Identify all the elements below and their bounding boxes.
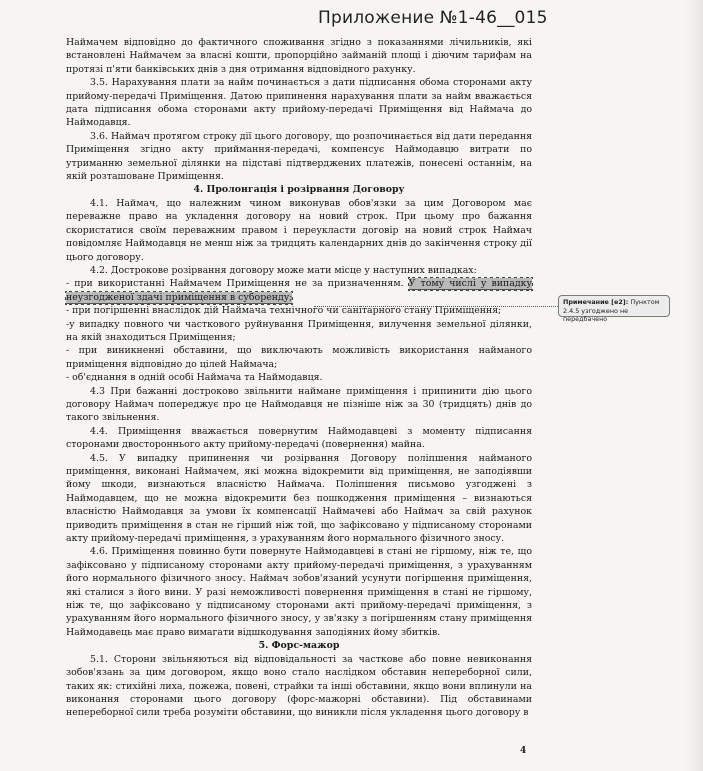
list-item-deterioration: - при погіршенні внаслідок дій Наймача технічного чи санітарного стану Приміщення; (66, 305, 502, 317)
paragraph-3-6: 3.6. Наймач протягом строку дії цього договору, що розпочинається від дати передання Приміщення згідно акту приймання-передачі, компенсує Наймодавцю витрати по утриманню земельної ділянки на підставі підтверджених платежів, понесені останнім, на якій розташоване Приміщення. (66, 130, 532, 183)
section-5-title: 5. Форс-мажор (258, 640, 340, 652)
list-item-misuse (66, 277, 532, 304)
list-item-circumstances: - при виникненні обставини, що виключають можливість використання найманого приміщення відповідно до цілей Наймача; (66, 345, 532, 370)
document-header-label: Приложение №1-46__015 (318, 8, 548, 28)
paragraph-4-1: 4.1. Наймач, що належним чином виконував обов'язки за цим Договором має переважне право на укладення договору на новий строк. При цьому про бажання скористатися своїм переважним правом і переукласти договір на новий строк Наймач повідомляє Наймодавця не менш ніж за тридцять календарних днів до закінчення строку дії цього договору. (66, 197, 532, 263)
paragraph-4-4: 4.4. Приміщення вважається повернутим Наймодавцеві з моменту підписання сторонами двостороннього акту прийому-передачі (повернення) майна. (66, 425, 532, 451)
comment-balloon[interactable] (558, 295, 670, 324)
paragraph-4-6: 4.6. Приміщення повинно бути повернуте Наймодавцеві в стані не гіршому, ніж те, що зафіксовано у підписаному сторонами акту прийому-передачі приміщення, з урахуванням його нормального фізичного зносу. Наймач зобов'язаний усунути погіршення приміщення, які сталися з його вини. У разі неможливості повернення приміщення в стані не гіршому, ніж те, що зафіксовано у підписаному сторонами акті прийому-передачі приміщення, з урахуванням його нормального фізичного зносу, у зв'язку з погіршенням стану приміщення Наймодавець має право вимагати відшкодування заподіяних йому збитків. (66, 546, 532, 638)
section-4-title: 4. Пролонгація і розірвання Договору (193, 184, 405, 196)
list-item-misuse-text: - при використанні Наймачем Приміщення не за призначенням. (66, 278, 404, 290)
highlighted-text-part-a: У тому числі у випадку (408, 278, 533, 290)
paragraph-3-5: 3.5. Нарахування плати за найм починається з дати підписання обома сторонами акту прийому-передачі Приміщення. Датою припинення нарахування плати за найм вважається дата підписання обома сторонами акту прийому-передачі Приміщення від Наймача до Наймодавця. (66, 77, 532, 129)
comment-text: Пунктом 2.4.5 узгоджено не передбачено (563, 298, 660, 324)
highlighted-text-part-b: неузгодженої здачі приміщення в суборенду; (66, 291, 293, 303)
comment-connector-line (314, 306, 558, 307)
list-item-merger: - об'єднання в одній особі Наймача та Наймодавця. (66, 372, 323, 384)
paragraph-4-2: 4.2. Дострокове розірвання договору може мати місце у наступних випадках: (90, 264, 477, 276)
paragraph-5-1: 5.1. Сторони звільняються від відповідальності за часткове або повне невиконання зобов'язань за цим договором, якщо воно стало наслідком обставин непереборної сили, таких як: стихійні лиха, пожежа, повені, страйки та інші обставини, якщо вони вплинули на виконання сторонами цього договору (форс-мажорні обставини). Під обставинами непереборної сили треба розуміти обставини, що виникли після укладення цього договору в (66, 653, 532, 719)
paragraph-4-5: 4.5. У випадку припинення чи розірвання Договору поліпшення найманого приміщення, виконані Наймачем, які можна відокремити від приміщення, не заподіявши йому шкоди, визнаються власністю Наймача. Поліпшення письмово узгоджені з Наймодавцем, що не можна відокремити без пошкодження приміщення – визнаються власністю Наймодавця за умови їх компенсації Наймачеві або Наймач за свій рахунок приводить приміщення в стан не гірший ніж той, що зафіксовано у підписаному сторонами акту прийому-передачі приміщення, з урахуванням його нормального фізичного зносу. (66, 452, 532, 545)
scan-edge-shadow (685, 0, 703, 771)
comment-label: Примечание [e2]: (563, 298, 629, 306)
document-body (66, 36, 532, 720)
page-number: 4 (520, 746, 527, 756)
list-item-destruction: -у випадку повного чи часткового руйнування Приміщення, вилучення земельної ділянки, на якій знаходиться Приміщення; (66, 318, 532, 343)
paragraph-3-4-continuation: Наймачем відповідно до фактичного споживання згідно з показаннями лічильників, які встановлені Наймачем за власні кошти, пропорційно займаній площі і діючим тарифам на протязі п'яти банківських днів з дня отримання відповідного рахунку. (66, 37, 532, 75)
paragraph-4-3: 4.3 При бажанні достроково звільнити наймане приміщення і припинити дію цього договору Наймач попереджує про це Наймодавця не пізніше ніж за 30 (тридцять) днів до такого звільнення. (66, 385, 532, 424)
